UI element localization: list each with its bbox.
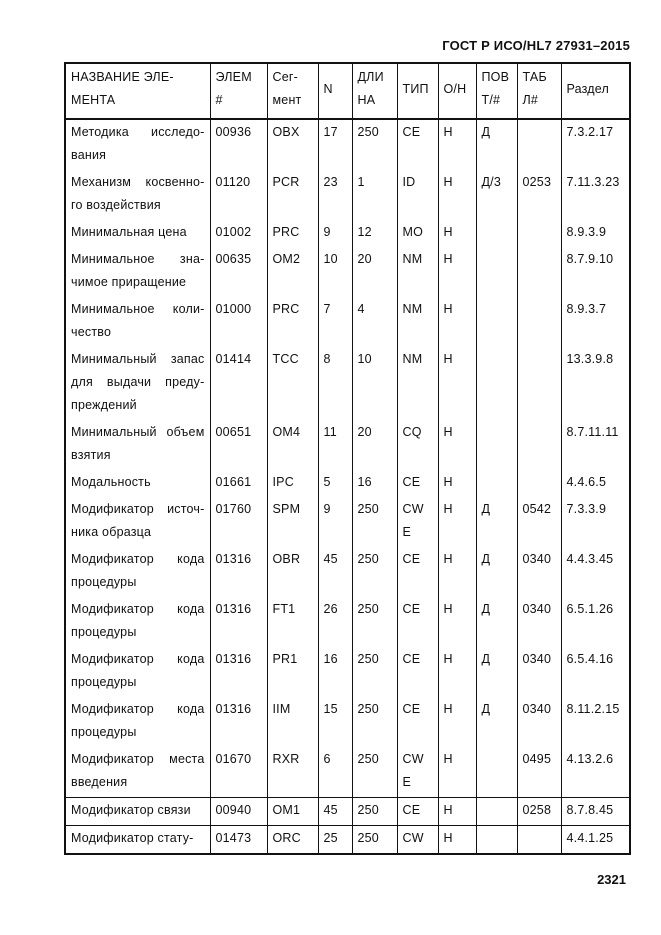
cell-type: ID [397,170,438,220]
cell-section: 8.7.8.45 [561,798,630,826]
cell-length: 250 [352,826,397,855]
cell-oh: Н [438,347,476,420]
column-header-elem [210,63,267,119]
cell-name-line: Минимальное коли- [71,302,205,316]
cell-segment: TCC [267,347,318,420]
cell-length: 250 [352,747,397,798]
column-header-section: Раздел [561,63,630,119]
column-header-oh: О/Н [438,63,476,119]
cell-n: 17 [318,119,352,170]
column-header-name [65,63,210,119]
table-row [65,119,630,170]
cell-oh: Н [438,497,476,547]
cell-oh: Н [438,297,476,347]
cell-name [65,220,210,247]
cell-length: 10 [352,347,397,420]
cell-name-line: Модификатор кода [71,702,205,716]
cell-n: 8 [318,347,352,420]
cell-section: 7.3.2.17 [561,119,630,170]
cell-name [65,798,210,826]
cell-segment: PR1 [267,647,318,697]
cell-name [65,119,210,170]
cell-name-line: взятия [71,448,111,462]
cell-n: 23 [318,170,352,220]
cell-elem: 01473 [210,826,267,855]
cell-length: 250 [352,647,397,697]
cell-repeat [476,798,517,826]
cell-n: 26 [318,597,352,647]
cell-section: 4.13.2.6 [561,747,630,798]
cell-type [397,497,438,547]
cell-elem: 01316 [210,697,267,747]
cell-segment: IPC [267,470,318,497]
cell-section: 8.9.3.9 [561,220,630,247]
cell-elem: 01670 [210,747,267,798]
cell-repeat [476,347,517,420]
table-row [65,420,630,470]
cell-name-line: чимое приращение [71,275,187,289]
cell-table [517,119,561,170]
table-row [65,247,630,297]
cell-type: CQ [397,420,438,470]
cell-oh: Н [438,247,476,297]
cell-n: 9 [318,220,352,247]
cell-oh: Н [438,470,476,497]
cell-type: CE [397,547,438,597]
cell-name [65,597,210,647]
header-line: мент [272,93,302,107]
cell-type: CE [397,798,438,826]
cell-table [517,247,561,297]
cell-type: CE [397,647,438,697]
cell-name-line: вания [71,148,107,162]
cell-name [65,470,210,497]
cell-table [517,420,561,470]
cell-name-line: для выдачи преду- [71,375,205,389]
cell-section: 6.5.1.26 [561,597,630,647]
cell-type: NM [397,247,438,297]
cell-repeat [476,297,517,347]
cell-elem: 00936 [210,119,267,170]
cell-name [65,420,210,470]
cell-name-line: Модальность [71,475,151,489]
table-row [65,798,630,826]
header-line: ПОВ [481,70,510,84]
cell-name-line: процедуры [71,625,137,639]
cell-table: 0542 [517,497,561,547]
cell-name-line: Методика исследо- [71,125,205,139]
cell-table [517,220,561,247]
cell-name-line: Модификатор связи [71,803,191,817]
cell-elem: 01316 [210,597,267,647]
cell-type: CE [397,119,438,170]
table-row [65,347,630,420]
cell-elem: 01002 [210,220,267,247]
cell-length: 250 [352,697,397,747]
cell-section: 4.4.6.5 [561,470,630,497]
table-body [65,119,630,854]
cell-table: 0340 [517,597,561,647]
cell-repeat [476,247,517,297]
header-line: # [215,93,223,107]
cell-type: MO [397,220,438,247]
cell-oh: Н [438,826,476,855]
cell-name [65,826,210,855]
cell-elem: 00940 [210,798,267,826]
cell-table: 0495 [517,747,561,798]
table-row [65,547,630,597]
cell-length: 20 [352,420,397,470]
cell-name-line: введения [71,775,128,789]
column-header-segment [267,63,318,119]
cell-table: 0340 [517,697,561,747]
table-row [65,597,630,647]
cell-oh: Н [438,647,476,697]
cell-repeat [476,220,517,247]
cell-elem: 00651 [210,420,267,470]
header-line: НАЗВАНИЕ ЭЛЕ- [71,70,174,84]
header-line: Сег- [272,70,299,84]
column-header-n: N [318,63,352,119]
cell-type [397,747,438,798]
cell-segment: PRC [267,297,318,347]
table-row [65,297,630,347]
cell-table [517,297,561,347]
cell-name-line: процедуры [71,575,137,589]
cell-repeat: Д [476,597,517,647]
cell-length: 1 [352,170,397,220]
cell-name-line: Модификатор кода [71,552,205,566]
cell-table [517,826,561,855]
cell-segment: ORC [267,826,318,855]
cell-type-line: E [402,525,412,539]
cell-length: 20 [352,247,397,297]
cell-name-line: преждений [71,398,137,412]
cell-name-line: го воздействия [71,198,161,212]
cell-type-line: CW [402,752,424,766]
cell-segment: IIM [267,697,318,747]
cell-section: 8.7.9.10 [561,247,630,297]
cell-type-line: CW [402,502,424,516]
cell-repeat: Д/3 [476,170,517,220]
cell-segment: OBX [267,119,318,170]
column-header-length [352,63,397,119]
cell-name [65,547,210,597]
cell-segment: OM2 [267,247,318,297]
table-row [65,647,630,697]
cell-n: 5 [318,470,352,497]
header-line: МЕНТА [71,93,116,107]
cell-table [517,347,561,420]
cell-type: NM [397,297,438,347]
data-elements-table [64,62,631,855]
cell-length: 250 [352,798,397,826]
table-row [65,826,630,855]
cell-repeat [476,826,517,855]
cell-n: 45 [318,547,352,597]
cell-name-line: Минимальное зна- [71,252,205,266]
cell-type: CE [397,697,438,747]
table-row [65,220,630,247]
cell-name-line: ника образца [71,525,152,539]
cell-repeat [476,747,517,798]
table-header-row [65,63,630,119]
cell-table: 0253 [517,170,561,220]
cell-section: 6.5.4.16 [561,647,630,697]
cell-name-line: Модификатор стату- [71,831,194,845]
cell-name-line: Модификатор места [71,752,205,766]
cell-segment: PRC [267,220,318,247]
cell-oh: Н [438,747,476,798]
cell-table [517,470,561,497]
cell-section: 7.11.3.23 [561,170,630,220]
header-line: НА [357,93,376,107]
cell-repeat: Д [476,497,517,547]
cell-name [65,347,210,420]
page-number: 2321 [597,872,626,887]
cell-name-line: чество [71,325,112,339]
cell-section: 4.4.3.45 [561,547,630,597]
header-line: ДЛИ [357,70,384,84]
cell-length: 250 [352,597,397,647]
cell-name [65,247,210,297]
cell-oh: Н [438,420,476,470]
cell-oh: Н [438,697,476,747]
column-header-repeat [476,63,517,119]
cell-section: 7.3.3.9 [561,497,630,547]
cell-name-line: Минимальная цена [71,225,187,239]
cell-segment: OM4 [267,420,318,470]
cell-segment: FT1 [267,597,318,647]
cell-length: 12 [352,220,397,247]
column-header-table [517,63,561,119]
cell-name-line: Механизм косвенно- [71,175,205,189]
cell-section: 8.7.11.11 [561,420,630,470]
cell-n: 9 [318,497,352,547]
cell-segment: OM1 [267,798,318,826]
cell-segment: RXR [267,747,318,798]
cell-name-line: процедуры [71,675,137,689]
table-row [65,470,630,497]
cell-n: 11 [318,420,352,470]
cell-repeat: Д [476,697,517,747]
cell-repeat [476,470,517,497]
cell-name-line: Модификатор кода [71,652,205,666]
cell-length: 4 [352,297,397,347]
cell-name-line: Модификатор кода [71,602,205,616]
cell-table: 0340 [517,547,561,597]
cell-oh: Н [438,170,476,220]
cell-section: 4.4.1.25 [561,826,630,855]
cell-length: 250 [352,497,397,547]
cell-elem: 01414 [210,347,267,420]
cell-segment: SPM [267,497,318,547]
document-standard-header: ГОСТ Р ИСО/HL7 27931–2015 [442,38,630,53]
cell-repeat: Д [476,547,517,597]
table-row [65,170,630,220]
header-line: Т/# [481,93,501,107]
cell-type: NM [397,347,438,420]
cell-elem: 01000 [210,297,267,347]
cell-oh: Н [438,597,476,647]
table-row [65,697,630,747]
cell-name-line: Минимальный объем [71,425,205,439]
cell-name-line: Минимальный запас [71,352,205,366]
cell-name [65,297,210,347]
cell-length: 250 [352,119,397,170]
cell-name [65,647,210,697]
cell-segment: PCR [267,170,318,220]
cell-n: 10 [318,247,352,297]
table-row [65,497,630,547]
cell-elem: 00635 [210,247,267,297]
table-row [65,747,630,798]
cell-repeat [476,420,517,470]
column-header-type: ТИП [397,63,438,119]
cell-name [65,747,210,798]
cell-n: 16 [318,647,352,697]
cell-length: 16 [352,470,397,497]
cell-elem: 01316 [210,647,267,697]
cell-repeat: Д [476,119,517,170]
cell-elem: 01661 [210,470,267,497]
header-line: ЭЛЕМ [215,70,252,84]
cell-n: 15 [318,697,352,747]
cell-oh: Н [438,119,476,170]
cell-elem: 01120 [210,170,267,220]
cell-n: 7 [318,297,352,347]
cell-n: 6 [318,747,352,798]
cell-n: 25 [318,826,352,855]
cell-section: 8.9.3.7 [561,297,630,347]
cell-elem: 01316 [210,547,267,597]
cell-type: CW [397,826,438,855]
cell-name [65,697,210,747]
cell-name [65,497,210,547]
cell-elem: 01760 [210,497,267,547]
cell-section: 13.3.9.8 [561,347,630,420]
cell-name-line: Модификатор источ- [71,502,205,516]
cell-name [65,170,210,220]
cell-type: CE [397,470,438,497]
cell-type: CE [397,597,438,647]
cell-n: 45 [318,798,352,826]
cell-section: 8.11.2.15 [561,697,630,747]
header-line: ТАБ [522,70,547,84]
cell-oh: Н [438,220,476,247]
cell-name-line: процедуры [71,725,137,739]
cell-length: 250 [352,547,397,597]
header-line: Л# [522,93,539,107]
cell-table: 0340 [517,647,561,697]
cell-segment: OBR [267,547,318,597]
cell-type-line: E [402,775,412,789]
cell-oh: Н [438,798,476,826]
cell-repeat: Д [476,647,517,697]
cell-table: 0258 [517,798,561,826]
cell-oh: Н [438,547,476,597]
